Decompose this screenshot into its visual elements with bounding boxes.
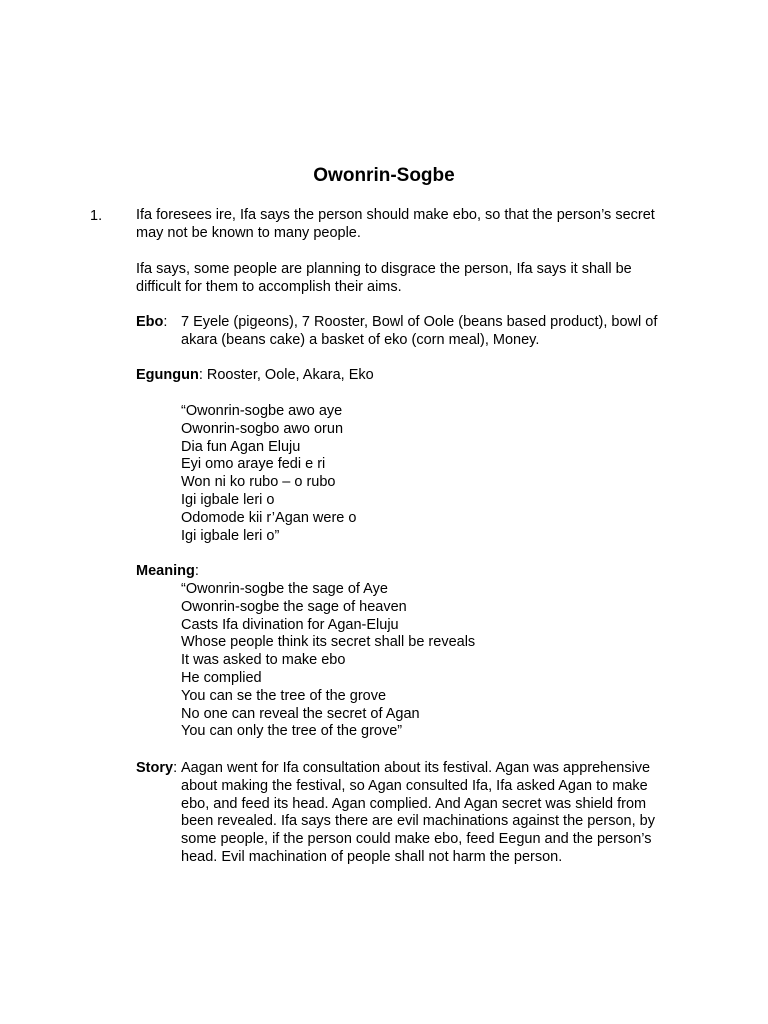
meaning-block (181, 581, 475, 741)
story-text (181, 760, 696, 867)
meaning-line: He complied (181, 669, 262, 686)
paragraph-2 (136, 261, 696, 297)
item-number: 1. (90, 208, 103, 224)
meaning-line: No one can reveal the secret of Agan (181, 705, 420, 722)
verse-block (181, 403, 356, 545)
meaning-line: You can only the tree of the grove” (181, 723, 403, 740)
meaning-line: You can se the tree of the grove (181, 687, 387, 704)
verse-line: Won ni ko rubo – o rubo (181, 474, 336, 491)
meaning-line: “Owonrin-sogbe the sage of Aye (181, 581, 388, 597)
story-section (136, 760, 696, 867)
story-line: some people, if the person could make ebo, feed Eegun and the person’s (181, 831, 652, 848)
ebo-line: 7 Eyele (pigeons), 7 Rooster, Bowl of Oole (beans based product), bowl of (181, 314, 658, 330)
paragraph-2-line: difficult for them to accomplish their aims. (136, 278, 402, 295)
paragraph-1-line: may not be known to many people. (136, 224, 361, 241)
paragraph-2-line: Ifa says, some people are planning to disgrace the person, Ifa says it shall be (136, 261, 632, 277)
ebo-line: akara (beans cake) a basket of eko (corn meal), Money. (181, 331, 540, 348)
story-line: head. Evil machination of people shall not harm the person. (181, 848, 563, 865)
meaning-line: Casts Ifa divination for Agan-Eluju (181, 616, 399, 633)
egungun-text: : Rooster, Oole, Akara, Eko (198, 367, 374, 383)
verse-line: Igi igbale leri o (181, 491, 275, 508)
paragraph-1-line: Ifa foresees ire, Ifa says the person should make ebo, so that the person’s secret (136, 207, 655, 223)
verse-line: “Owonrin-sogbe awo aye (181, 403, 343, 419)
document-title: Owonrin-Sogbe (313, 165, 455, 186)
meaning-line: Owonrin-sogbe the sage of heaven (181, 598, 407, 615)
story-line: ebo, and feed its head. Agan complied. And Agan secret was shield from (181, 795, 647, 812)
verse-line: Igi igbale leri o” (181, 527, 280, 544)
story-label: Story: (136, 760, 178, 776)
verse-line: Odomode kii r’Agan were o (181, 509, 357, 526)
story-line: been revealed. Ifa says there are evil machinations against the person, by (181, 813, 655, 830)
ebo-label: Ebo: (136, 314, 168, 330)
story-line: Aagan went for Ifa consultation about its festival. Agan was apprehensive (181, 760, 651, 776)
meaning-line: Whose people think its secret shall be reveals (181, 634, 476, 651)
story-line: about making the festival, so Agan consulted Ifa, Ifa asked Agan to make (181, 777, 648, 794)
meaning-label: Meaning: (136, 563, 199, 579)
meaning-line: It was asked to make ebo (181, 652, 346, 669)
verse-line: Owonrin-sogbo awo orun (181, 420, 344, 437)
verse-line: Eyi omo araye fedi e ri (181, 456, 326, 473)
egungun-section (136, 367, 696, 385)
paragraph-1 (136, 207, 696, 243)
verse-line: Dia fun Agan Eluju (181, 438, 301, 455)
ebo-section (136, 314, 696, 350)
egungun-label: Egungun (136, 367, 199, 383)
ebo-text (181, 314, 696, 350)
